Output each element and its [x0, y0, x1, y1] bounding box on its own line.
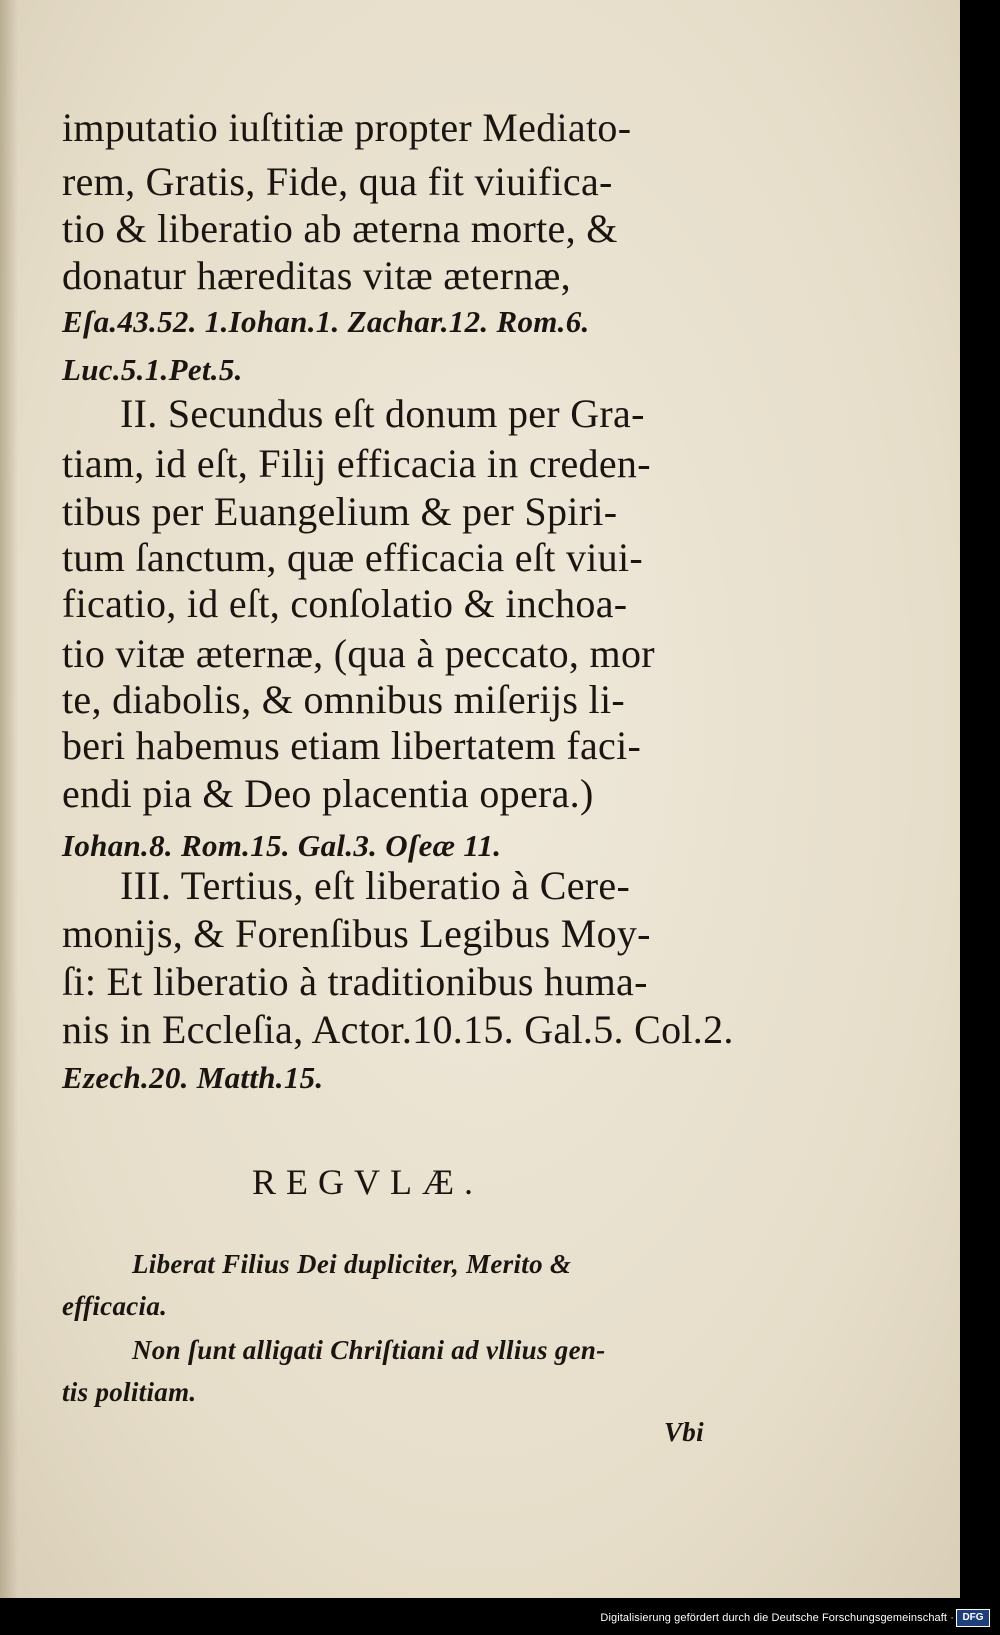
dfg-logo: DFG — [956, 1609, 990, 1627]
text-line: tiam, id eſt, Filij efficacia in creden- — [62, 441, 651, 486]
rule-line: tis politiam. — [62, 1377, 197, 1407]
text-line: tio vitæ æternæ, (qua à peccato, mor — [62, 631, 655, 676]
text-line: rem, Gratis, Fide, qua fit viuifica- — [62, 159, 613, 204]
citation-line: Iohan.8. Rom.15. Gal.3. Oſeæ 11. — [62, 828, 502, 863]
section-heading: REGVLÆ. — [252, 1162, 483, 1202]
text-line: nis in Eccleſia, Actor.10.15. Gal.5. Col.2. — [62, 1007, 734, 1052]
funding-credit: Digitalisierung gefördert durch die Deutsche Forschungsgemeinschaft · — [600, 1612, 954, 1624]
rule-line: Non ſunt alligati Chriſtiani ad vllius gen- — [132, 1335, 606, 1365]
text-line: ficatio, id eſt, conſolatio & inchoa- — [62, 581, 628, 626]
citation-line: Eſa.43.52. 1.Iohan.1. Zachar.12. Rom.6. — [62, 304, 590, 339]
text-line: donatur hæreditas vitæ æternæ, — [62, 253, 571, 298]
paragraph-start: III. Tertius, eſt liberatio à Cere- — [120, 863, 631, 908]
text-line: beri habemus etiam libertatem faci- — [62, 723, 642, 768]
text-line: tibus per Euangelium & per Spiri- — [62, 489, 618, 534]
rule-line: Liberat Filius Dei dupliciter, Merito & — [132, 1249, 572, 1279]
text-line: monijs, & Forenſibus Legibus Moy- — [62, 911, 651, 956]
rule-line: efficacia. — [62, 1291, 168, 1321]
catchword: Vbi — [664, 1417, 704, 1447]
text-line: imputatio iuſtitiæ propter Mediato- — [62, 105, 632, 150]
text-line: tio & liberatio ab æterna morte, & — [62, 206, 618, 251]
text-line: ſi: Et liberatio à traditionibus huma- — [62, 959, 648, 1004]
text-line: te, diabolis, & omnibus miſerijs li- — [62, 677, 625, 722]
paragraph-start: II. Secundus eſt donum per Gra- — [120, 391, 645, 436]
text-line: tum ſanctum, quæ efficacia eſt viui- — [62, 535, 643, 580]
citation-line: Luc.5.1.Pet.5. — [62, 352, 243, 387]
text-line: endi pia & Deo placentia opera.) — [62, 771, 594, 816]
citation-line: Ezech.20. Matth.15. — [62, 1060, 324, 1095]
